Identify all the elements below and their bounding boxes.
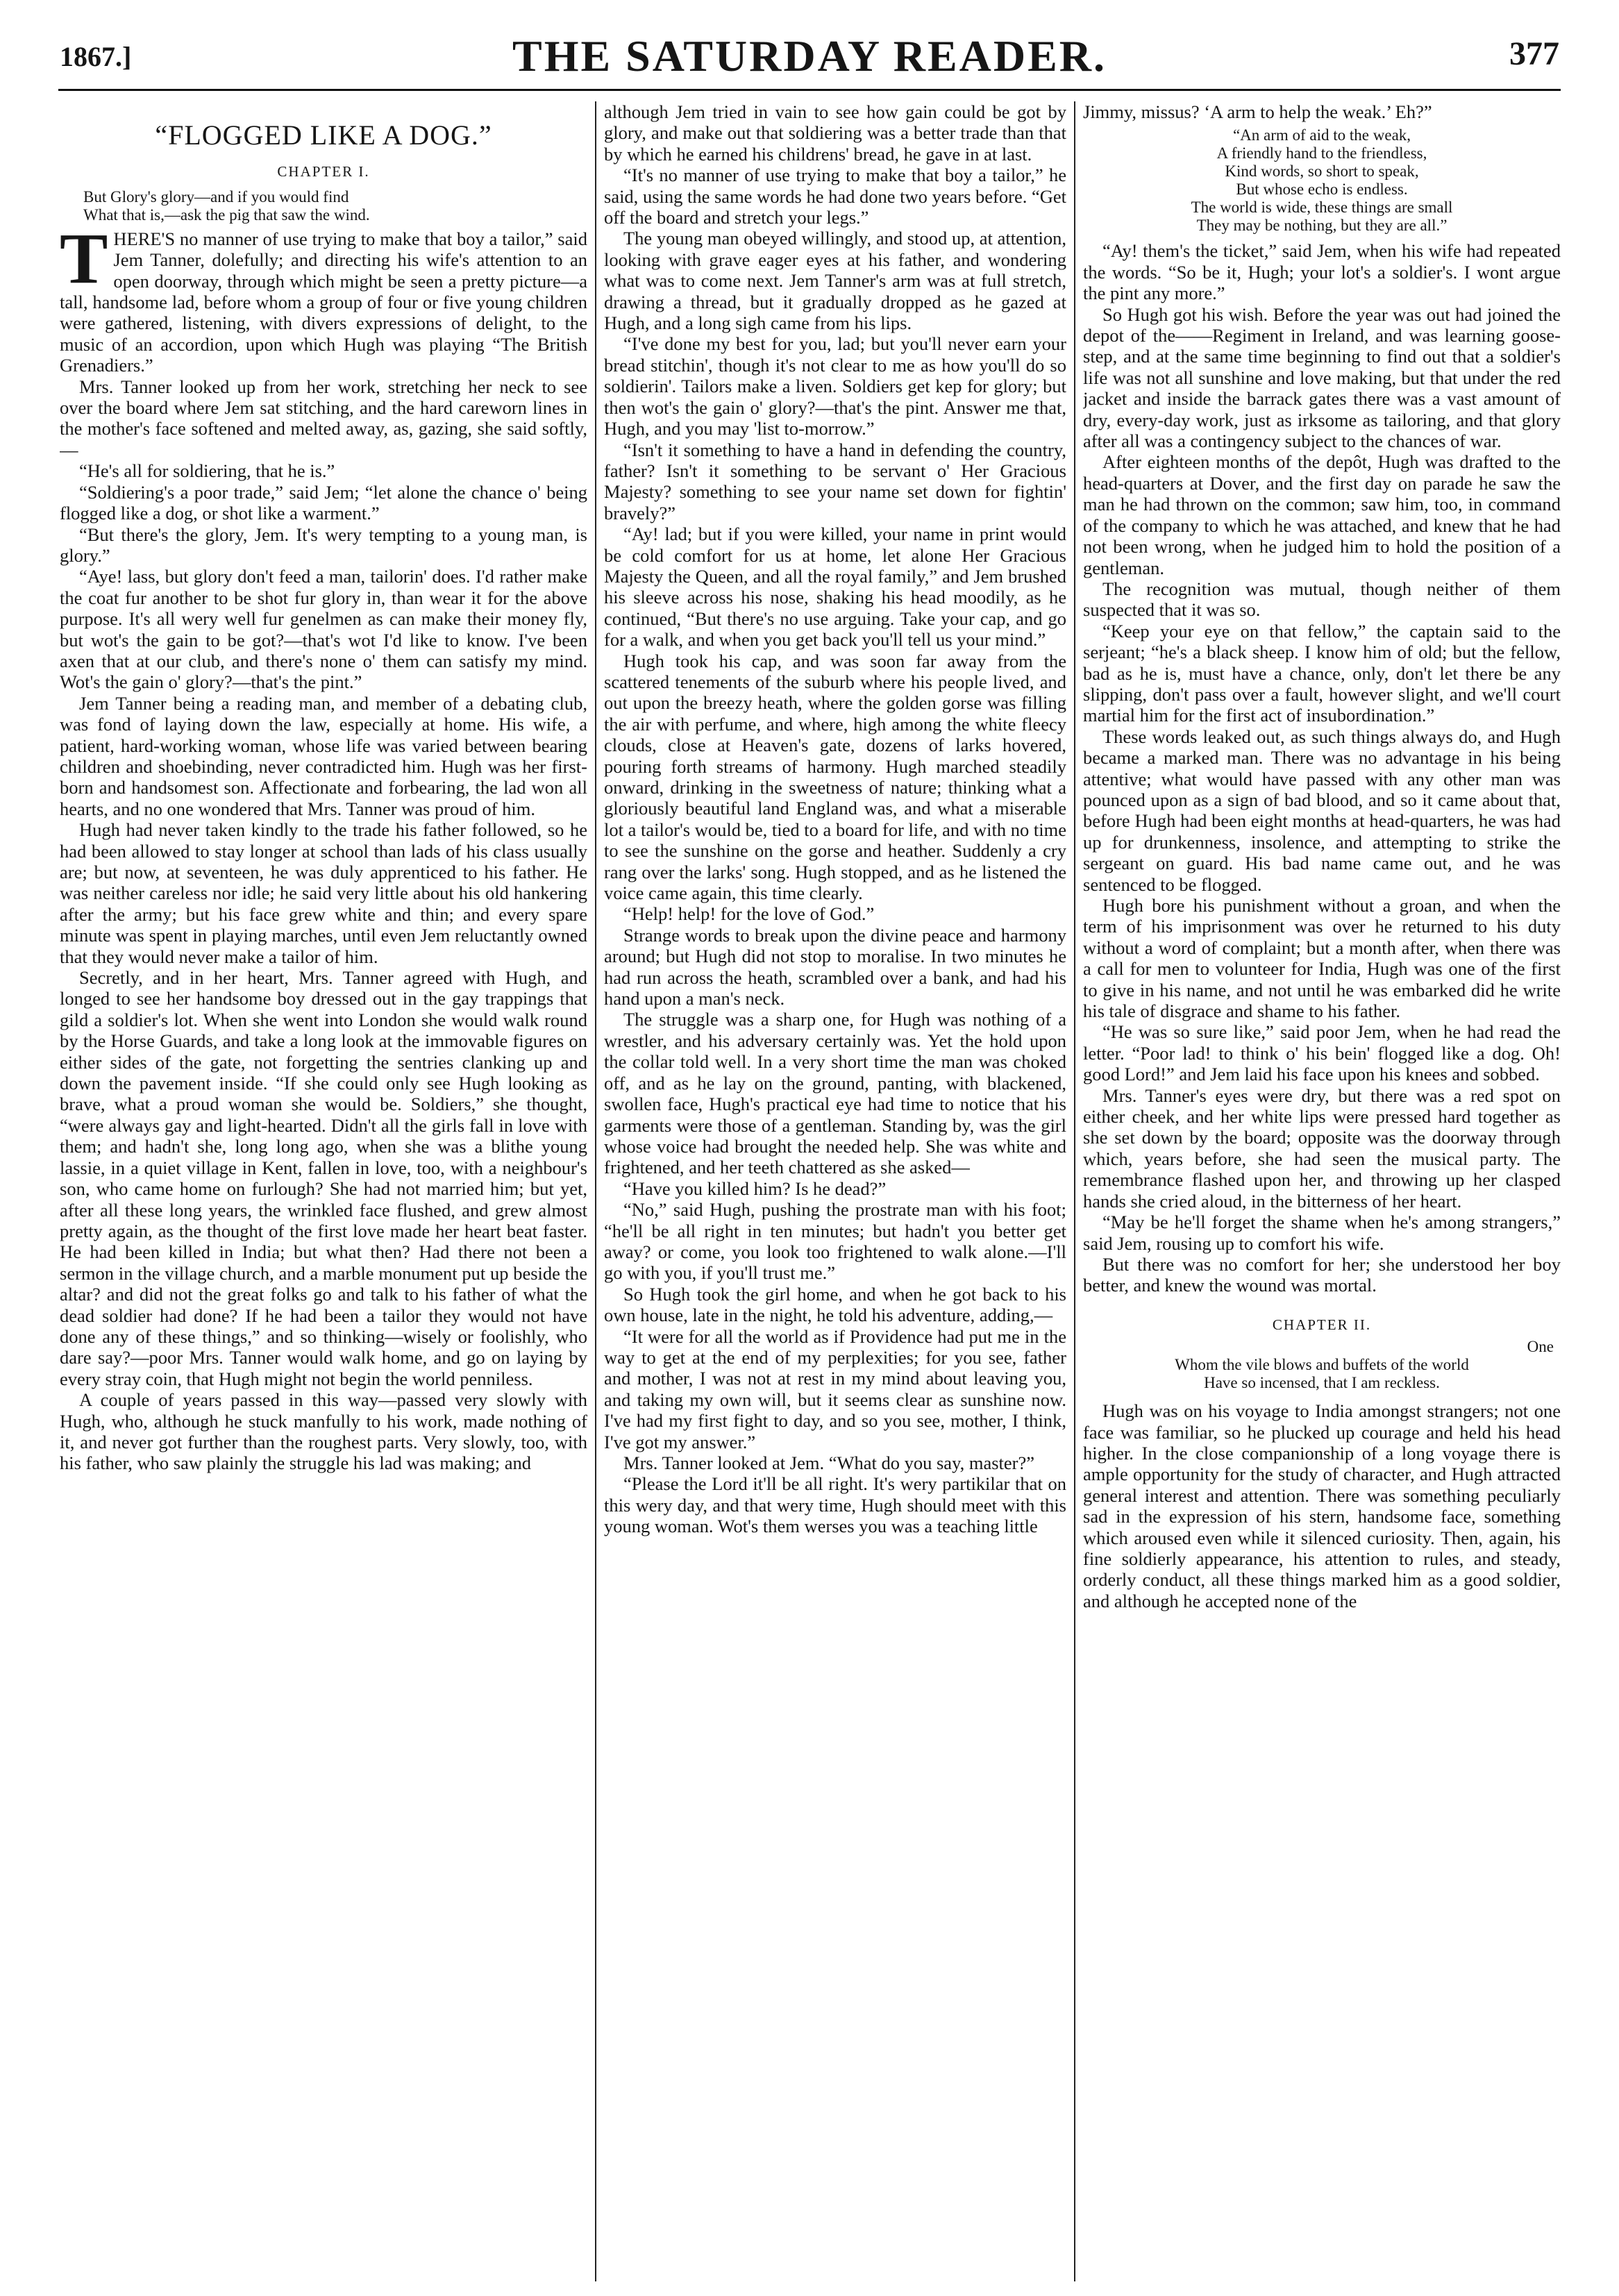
paragraph: “No,” said Hugh, pushing the prostrate man with his foot; “he'll be all right in ten minutes; but hadn't you better get away? or come, you look too frightened to walk alone.—I'll go with you, if you'll trust me.” <box>604 1199 1066 1284</box>
paragraph: “He's all for soldiering, that he is.” <box>79 460 335 482</box>
story-title: “FLOGGED LIKE A DOG.” <box>155 119 492 151</box>
paragraph: “He was so sure like,” said poor Jem, when he had read the letter. “Poor lad! to think o' his bein' flogged like a dog. Oh! good Lord!” and Jem laid his face upon his knees and sobbed. <box>1083 1021 1561 1085</box>
paragraph: Secretly, and in her heart, Mrs. Tanner agreed with Hugh, and longed to see her handsome boy dressed out in the gay trappings that gild a soldier's lot. When she went into London she would walk round by the Horse Guards, and take a long look at the immovable figures on either sides of the gate, not forgetting the sentries clanking up and down the pavement inside. “If she could only see Hugh looking as brave, what a proud woman she would be. Soldiers,” she thought, “were always gay and light-hearted. Didn't all the girls fall in love with them; and hadn't she, long long ago, when she was a blithe young lassie, in a quiet village in Kent, fallen in love, too, with a neighbour's son, who came home on furlough? She had not married him; but yet, after all these long years, the wrinkled face flushed, and grew almost pretty again, as the thought of the first love made her heart beat faster. He had been killed in India; but what then? Had there not been a sermon in the village church, and a marble monument put up beside the altar? and did not the great folks go and talk to his father of what the dead soldier had done? If he had been a tailor they would not have done any of these things,” and so thinking—wisely or foolishly, who dare say?—poor Mrs. Tanner would walk home, and go on laying by every stray coin, that Hugh might not begin the world penniless. <box>60 967 587 1389</box>
paragraph: These words leaked out, as such things always do, and Hugh became a marked man. There was no advantage in his being attentive; what would have passed with any other man was pounced upon as a sign of bad blood, and so it came about that, before Hugh had been eight months at head-quarters, he was had up for drunkenness, insolence, and attempting to strike the sergeant on guard. His bad name came out, and he was sentenced to be flogged. <box>1083 726 1561 895</box>
epigraph-line: But Glory's glory—and if you would find <box>83 187 349 206</box>
column-3 <box>1083 101 1561 2281</box>
paragraph: “It were for all the world as if Providence had put me in the way to get at the end of my perplexities; for you see, father and mother, I was not at rest in my mind about leaving you, and taking my own will, but it seems clear as sunshine now. I've had my first fight to day, and so you see, mother, I think, I've got my answer.” <box>604 1325 1066 1452</box>
paragraph <box>60 218 587 376</box>
column-divider <box>595 101 596 2281</box>
paragraph: Hugh had never taken kindly to the trade his father followed, so he had been allowed to stay longer at school than lads of his class usually are; but now, at seventeen, he was duly apprenticed to his father. He was neither careless nor idle; he said very little about his old hankering after the army; but his face grew white and thin; and every spare minute was spent in playing marches, until even Jem reluctantly owned that they would never make a tailor of him. <box>60 819 587 967</box>
column-divider <box>1074 101 1075 2281</box>
paragraph-text: HERE'S no manner of use trying to make that boy a tailor,” said Jem Tanner, dolefully; and directing his wife's attention to an open doorway, through which might be seen a pretty picture—a tall, handsome lad, before whom a group of four or five young children were gathered, listening, with divers expressions of delight, to the music of an accordion, upon which Hugh was playing “The British Grenadiers.” <box>60 228 587 376</box>
paragraph: “Aye! lass, but glory don't feed a man, tailorin' does. I'd rather make the coat fur another to be shot fur glory in, than wear it for the above purpose. It's all wery well fur genelmen as can make their money fly, but wot's the gain to be got?—that's wot I'd like to know. I've been axen that at our club, and there's none o' them can satisfy my mind. Wot's the gain o' glory?—that's the pint.” <box>60 566 587 693</box>
drop-cap: T <box>60 218 108 299</box>
epigraph-line: What that is,—ask the pig that saw the wind. <box>83 206 370 224</box>
epigraph <box>83 188 587 224</box>
paragraph: So Hugh took the girl home, and when he got back to his own house, late in the night, he told his adventure, adding,— <box>604 1283 1066 1326</box>
paragraph: Mrs. Tanner looked up from her work, stretching her neck to see over the board where Jem sat stitching, and the hard careworn lines in the mother's face softened and melted away, as, gazing, she said softly,— <box>60 376 587 460</box>
paragraph: After eighteen months of the depôt, Hugh was drafted to the head-quarters at Dover, and the first day on parade he saw the man he had thrown on the common; saw him, too, in command of the company to which he was attached, and knew that he had not been wrong, when he judged him to hold the position of a gentleman. <box>1083 451 1561 578</box>
paragraph: “Isn't it something to have a hand in defending the country, father? Isn't it something to be servant o' Her Gracious Majesty? something to see your name set down for fightin' bravely?” <box>604 439 1066 523</box>
paragraph: Hugh bore his punishment without a groan, and when the term of his imprisonment was over he returned to his duty without a word of complaint; but a month after, when there was a call for men to volunteer for India, Hugh was one of the first to give in his name, and not until he was embarked did he write his tale of disgrace and shame to his father. <box>1083 895 1561 1022</box>
poem-line: But whose echo is endless. <box>1236 181 1408 199</box>
paragraph: “Have you killed him? Is he dead?” <box>623 1178 887 1199</box>
paragraph: Mrs. Tanner looked at Jem. “What do you say, master?” <box>623 1452 1035 1473</box>
poem-line: Kind words, so short to speak, <box>1225 162 1419 181</box>
poem-line: “An arm of aid to the weak, <box>1232 126 1411 144</box>
poem-line: The world is wide, these things are small <box>1191 199 1453 217</box>
paragraph: Jimmy, missus? ‘A arm to help the weak.’ Eh?” <box>1083 101 1432 122</box>
issue-date: 1867.] <box>60 41 132 72</box>
paragraph: “But there's the glory, Jem. It's wery tempting to a young man, is glory.” <box>60 523 587 566</box>
paragraph: The struggle was a sharp one, for Hugh was nothing of a wrestler, and his adversary certainly was. Yet the hold upon the collar told well. In a very short time the man was choked off, and as he lay on the ground, panting, with blackened, swollen face, Hugh's practical eye had time to notice that his garments were those of a gentleman. Standing by, was the girl whose voice had brought the needed help. She was white and frightened, and her teeth chattered as she asked— <box>604 1009 1066 1178</box>
publication-title: THE SATURDAY READER. <box>512 31 1107 81</box>
page-header <box>0 0 1619 99</box>
paragraph: “Please the Lord it'll be all right. It's wery partikilar that on this wery day, and that wery time, Hugh should meet with this young woman. Wot's them werses you was a teaching little <box>604 1473 1066 1537</box>
paragraph: A couple of years passed in this way—passed very slowly with Hugh, who, although he stuck manfully to his work, made nothing of it, and never got further than the roughest parts. Very slowly, too, with his father, who saw plainly the struggle his lad was making; and <box>60 1389 587 1474</box>
paragraph: Mrs. Tanner's eyes were dry, but there was a red spot on either cheek, and her white lips were pressed hard together as she set down by the board; opposite was the doorway through which, years before, she had seen the musical party. The remembrance flashed upon her, and throwing up her clasped hands she cried aloud, in the bitterness of her heart. <box>1083 1084 1561 1212</box>
column-2 <box>604 101 1066 2281</box>
paragraph: “Keep your eye on that fellow,” the captain said to the serjeant; “he's a black sheep. I know him of old; but the fellow, bad as he is, must have a chance, only, don't let there be any slipping, don't pass over a fault, however slight, and we'll court martial him for the first act of insubordination.” <box>1083 620 1561 726</box>
poem <box>1083 126 1561 235</box>
paragraph: But there was no comfort for her; she understood her boy better, and knew the wound was mortal. <box>1083 1253 1561 1296</box>
epigraph <box>1083 1338 1561 1392</box>
chapter-heading: CHAPTER II. <box>1272 1316 1372 1333</box>
paragraph: Strange words to break upon the divine peace and harmony around; but Hugh did not stop to moralise. In two minutes he had run across the heath, scrambled over a bank, and had his hand upon a man's neck. <box>604 924 1066 1009</box>
paragraph: The young man obeyed willingly, and stood up, at attention, looking with grave eager eyes at his father, and wondering what was to come next. Jem Tanner's arm was at full stretch, drawing a thread, but it gradually dropped as he gazed at Hugh, and a long sigh came from his lips. <box>604 228 1066 334</box>
paragraph: So Hugh got his wish. Before the year was out had joined the depot of the——Regiment in Ireland, and was learning goose-step, and at the same time beginning to find out that a soldier's life was not all sunshine and love making, but that under the red jacket and inside the barrack gates there was a vast amount of dry, every-day work, just as irksome as tailoring, and that glory after all was a contingency subject to the chances of war. <box>1083 303 1561 452</box>
paragraph: Hugh was on his voyage to India amongst strangers; not one face was familiar, so he plucked up courage and held his head higher. In the close companionship of a long voyage there is ample opportunity for the study of character, and Hugh attracted general interest and attention. There was something peculiarly sad in the expression of his stern, handsome face, something which aroused even while it silenced curiosity. Then, again, his fine soldierly appearance, his attention to rules, and steady, orderly conduct, all these things marked him as a good soldier, and although he accepted none of the <box>1083 1400 1561 1611</box>
paragraph: Jem Tanner being a reading man, and member of a debating club, was fond of laying down the law, especially at home. His wife, a patient, hard-working woman, whose life was varied between bearing children and shoebinding, never contradicted him. Hugh was her first-born and handsomest son. Affectionate and forbearing, the lad won all hearts, and no one wondered that Mrs. Tanner was proud of him. <box>60 692 587 819</box>
paragraph: “It's no manner of use trying to make that boy a tailor,” he said, using the same words he had done two years before. “Get off the board and stretch your legs.” <box>604 165 1066 228</box>
column-1 <box>60 101 587 2281</box>
page-number: 377 <box>1509 35 1559 72</box>
paragraph: “I've done my best for you, lad; but you'll never earn your bread stitchin', though it's not clear to me as how you'll do so soldierin'. Tailors make a liven. Soldiers get kep for glory; but then wot's the gain o' glory?—that's the pint. Answer me that, Hugh, and you may 'list to-morrow.” <box>604 333 1066 439</box>
paragraph: “Soldiering's a poor trade,” said Jem; “let alone the chance o' being flogged like a dog, or shot like a warment.” <box>60 481 587 524</box>
epigraph-line: Have so incensed, that I am reckless. <box>1204 1374 1440 1392</box>
paragraph: Hugh took his cap, and was soon far away from the scattered tenements of the suburb where his people lived, and out upon the breezy heath, where the golden gorse was filling the air with perfume, and where, high among the white fleecy clouds, close at Heaven's gate, dozens of larks hovered, pouring forth streams of harmony. Hugh marched steadily onward, drinking in the sweetness of nature; thinking what a gloriously beautiful land England was, and what a miserable lot a tailor's would be, tied to a board for life, and with no time to see the sunshine on the gorse and heather. Suddenly a cry rang over the larks' song. Hugh stopped, and as he listened the voice came again, this time clearly. <box>604 650 1066 904</box>
poem-line: They may be nothing, but they are all.” <box>1196 217 1448 235</box>
paragraph: “Help! help! for the love of God.” <box>623 903 875 925</box>
paragraph: The recognition was mutual, though neither of them suspected that it was so. <box>1083 578 1561 621</box>
paragraph: “May be he'll forget the shame when he's among strangers,” said Jem, rousing up to comfort his wife. <box>1083 1212 1561 1254</box>
epigraph-line: Whom the vile blows and buffets of the world <box>1175 1356 1469 1374</box>
paragraph: “Ay! them's the ticket,” said Jem, when his wife had repeated the words. “So be it, Hugh; your lot's a soldier's. I wont argue the pint any more.” <box>1083 240 1561 304</box>
poem-line: A friendly hand to the friendless, <box>1216 144 1427 162</box>
epigraph-line: One <box>1527 1338 1554 1356</box>
chapter-heading: CHAPTER I. <box>277 163 370 181</box>
paragraph: although Jem tried in vain to see how gain could be got by glory, and make out that soldiering was a better trade than that by which he earned his childrens' bread, he gave in at last. <box>604 101 1066 165</box>
paragraph: “Ay! lad; but if you were killed, your name in print would be cold comfort for us at home, let alone Her Gracious Majesty the Queen, and all the royal family,” and Jem brushed his sleeve across his nose, shaking his head moodily, as he continued, “But there's no use arguing. Take your cap, and go for a walk, and when you get back you'll tell us your mind.” <box>604 523 1066 651</box>
header-rule <box>58 89 1561 91</box>
